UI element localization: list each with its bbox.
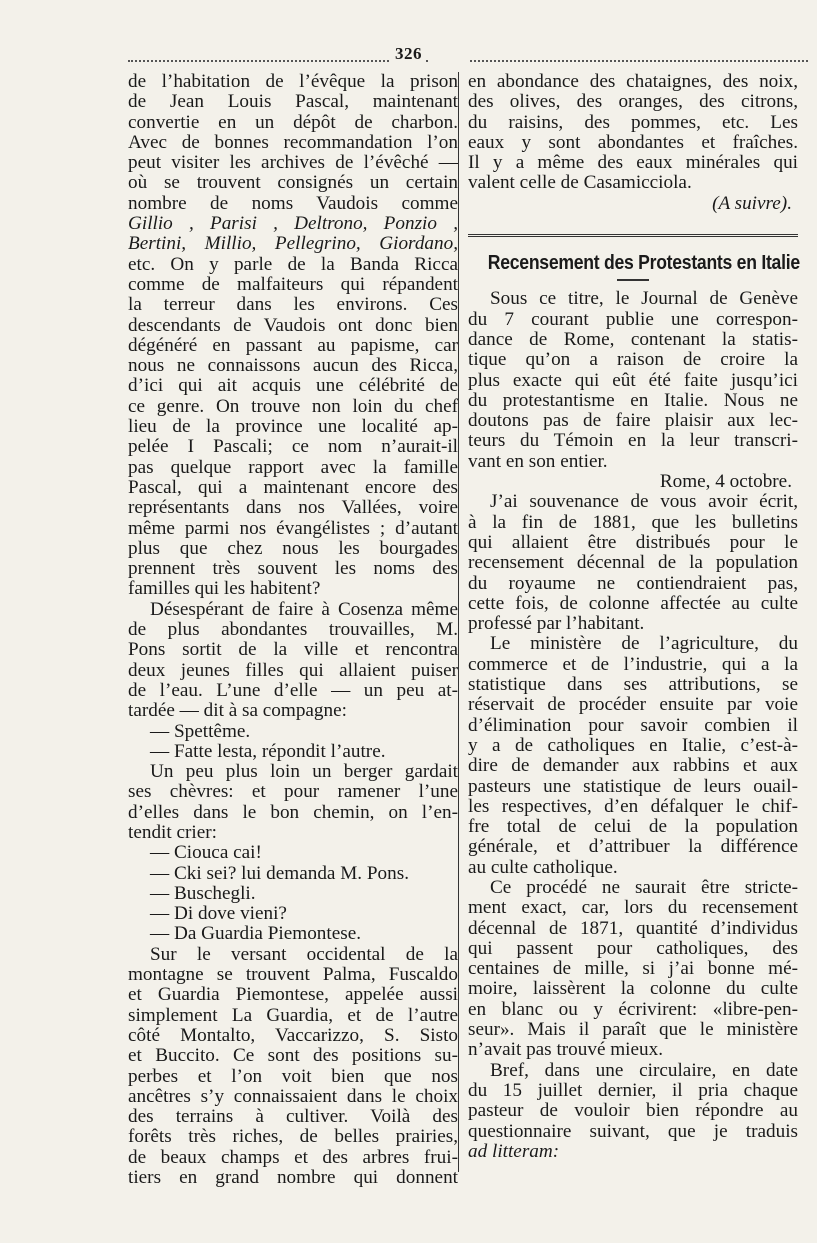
text-line: ses chèvres: et pour ramener l’une xyxy=(128,782,458,803)
text-line: nombre de noms Vaudois comme xyxy=(128,193,458,214)
text-line: de l’eau. L’une d’elle — un peu at- xyxy=(128,680,458,701)
text-line: d’ici qui ait acquis une célébrité de xyxy=(128,376,458,397)
text-line: Pons sortit de la ville et rencontra xyxy=(128,640,458,661)
text-line: Ce procédé ne saurait être stricte- xyxy=(490,877,798,898)
text-line: statistique dans ses attributions, se xyxy=(468,675,798,696)
text-line: vant en son entier. xyxy=(468,451,608,472)
text-line: et Buccito. Ce sont des positions su- xyxy=(128,1046,458,1067)
text-line: deux jeunes filles qui allaient puiser xyxy=(128,660,458,681)
text-line: même parmi nos évangélistes ; d’autant xyxy=(128,518,458,539)
text-line: dégénéré en passant au papisme, car xyxy=(128,335,458,356)
text-line: Bertini, Millio, Pellegrino, Giordano, xyxy=(128,234,458,255)
text-line: centaines de mille, si j’ai bonne mé- xyxy=(468,959,798,980)
text-line: du 15 juillet dernier, il pria chaque xyxy=(468,1080,798,1101)
text-line: tique qu’on a raison de croire la xyxy=(468,350,798,371)
text-line: recensement décennal de la population xyxy=(468,553,798,574)
text-line: tardée — dit à sa compagne: xyxy=(128,701,347,722)
text-line: dire de demander aux rabbins et aux xyxy=(468,756,798,777)
text-line: décennal de 1871, quantité d’individus xyxy=(468,918,798,939)
text-line: fre total de celui de la population xyxy=(468,817,798,838)
text-line: Gillio , Parisi , Deltrono, Ponzio , xyxy=(128,214,458,235)
article-title: Recensement des Protestants en Italie xyxy=(487,252,800,275)
page-number: 326 xyxy=(0,44,817,64)
left-column xyxy=(128,72,458,1188)
text-line: du royaume ne contiendraient pas, xyxy=(468,573,798,594)
text-line: — Di dove vieni? xyxy=(150,904,287,925)
right-column xyxy=(468,72,798,1162)
text-line: à la fin de 1881, que les bulletins xyxy=(468,512,798,533)
text-line: familles qui les habitent? xyxy=(128,579,321,600)
text-line: professé par l’habitant. xyxy=(468,614,645,635)
text-line: côté Montalto, Vaccarizzo, S. Sisto xyxy=(128,1025,458,1046)
text-line: les respectives, d’en défalquer le chif- xyxy=(468,796,798,817)
text-line: Il y a même des eaux minérales qui xyxy=(468,153,798,174)
text-line: d’elles dans le bon chemin, on l’en- xyxy=(128,802,458,823)
text-line: y a de catholiques en Italie, c’est-à- xyxy=(468,735,798,756)
text-line: réservait de procéder ensuite par voie xyxy=(468,695,798,716)
text-line: générale, et d’attribuer la différence xyxy=(468,837,798,858)
text-line: pas quelque rapport avec la famille xyxy=(128,457,458,478)
text-line: moire, laissèrent la colonne du culte xyxy=(468,979,798,1000)
text-line: seur». Mais il paraît que le ministère xyxy=(468,1020,798,1041)
text-line: — Cki sei? lui demanda M. Pons. xyxy=(150,863,410,884)
text-line: comme de malfaiteurs qui répandent xyxy=(128,274,458,295)
article-continuation xyxy=(468,72,798,214)
text-line: convertie en un dépôt de charbon. xyxy=(128,112,458,133)
text-line: eaux y sont abondantes et fraîches. xyxy=(468,132,798,153)
article-separator xyxy=(468,220,798,237)
text-line: — Buschegli. xyxy=(150,883,256,904)
text-line: en abondance des chataignes, des noix, xyxy=(468,72,798,92)
text-line: ancêtres s’y connaissaient dans le choix xyxy=(128,1086,458,1107)
text-line: prennent très souvent les noms des xyxy=(128,559,458,580)
text-line: descendants de Vaudois ont donc bien xyxy=(128,315,458,336)
text-line: pasteur de vouloir bien répondre au xyxy=(468,1101,798,1122)
text-line: Désespérant de faire à Cosenza même xyxy=(150,599,458,620)
article-body xyxy=(468,289,798,1162)
text-line: et Guardia Piemontese, appelée aussi xyxy=(128,985,458,1006)
text-line: lieu de la province une localité ap- xyxy=(128,417,458,438)
text-line: — Da Guardia Piemontese. xyxy=(150,924,362,945)
text-line: dance de Rome, contenant la statis- xyxy=(468,329,798,350)
text-line: perbes et l’on voit bien que nos xyxy=(128,1066,458,1087)
text-line: ad litteram: xyxy=(468,1141,560,1162)
text-line: ment exact, car, lors du recensement xyxy=(468,898,798,919)
text-line: de l’habitation de l’évêque la prison xyxy=(128,72,458,92)
text-line: qui passent pour catholiques, des xyxy=(468,938,798,959)
text-line: la terreur dans les environs. Ces xyxy=(128,295,458,316)
text-line: Sur le versant occidental de la xyxy=(150,944,458,965)
text-line: en blanc ou y écrivirent: «libre-pen- xyxy=(468,999,798,1020)
text-line: Le ministère de l’agriculture, du xyxy=(490,634,798,655)
text-line: d’élimination pour savoir combien il xyxy=(468,715,798,736)
text-line: — Ciouca cai! xyxy=(150,843,262,864)
text-line: qui allaient être distribués pour le xyxy=(468,532,798,553)
text-line: de plus abondantes trouvailles, M. xyxy=(128,620,458,641)
text-line: représentants dans nos Vallées, voire xyxy=(128,498,458,519)
text-line: pasteurs une statistique de leurs ouail- xyxy=(468,776,798,797)
text-line: plus que chez nous les bourgades xyxy=(128,538,458,559)
text-line: cette fois, de colonne affectée au culte xyxy=(468,593,798,614)
text-line: J’ai souvenance de vous avoir écrit, xyxy=(490,492,798,513)
text-line: Pascal, qui a maintenant encore des xyxy=(128,477,458,498)
text-line: du protestantisme en Italie. Nous ne xyxy=(468,390,798,411)
text-line: tendit crier: xyxy=(128,822,217,843)
text-line: du 7 courant publie une correspon- xyxy=(468,309,798,330)
text-line: ce genre. On trouve non loin du chef xyxy=(128,396,458,417)
text-line: — Fatte lesta, répondit l’autre. xyxy=(150,741,386,762)
text-line: teurs du Témoin en la leur transcri- xyxy=(468,431,798,452)
text-line: — Spettême. xyxy=(150,721,251,742)
text-line: Avec de bonnes recommandation l’on xyxy=(128,132,458,153)
text-line: du raisins, des pommes, etc. Les xyxy=(468,112,798,133)
text-line: Rome, 4 octobre. xyxy=(659,472,792,493)
text-line: des olives, des oranges, des citrons, xyxy=(468,92,798,113)
text-line: où se trouvent consignés un certain xyxy=(128,173,458,194)
text-line: questionnaire suivant, que je traduis xyxy=(468,1121,798,1142)
text-line: des terrains à cultiver. Voilà des xyxy=(128,1107,458,1128)
text-line: commerce et de l’industrie, qui a la xyxy=(468,654,798,675)
text-line: simplement La Guardia, et de l’autre xyxy=(128,1005,458,1026)
text-line: de beaux champs et des arbres frui- xyxy=(128,1147,458,1168)
text-line: nous ne connaissons aucun des Ricca, xyxy=(128,356,458,377)
text-line: peut visiter les archives de l’évêché — xyxy=(128,153,458,174)
text-line: Sous ce titre, le Journal de Genève xyxy=(490,289,798,310)
text-line: plus exacte qui eût été faite jusqu’ici xyxy=(468,370,798,391)
text-line: (A suivre). xyxy=(712,193,792,214)
column-divider xyxy=(458,72,459,1172)
text-line: forêts très riches, de belles prairies, xyxy=(128,1127,458,1148)
text-line: tiers en grand nombre qui donnent xyxy=(128,1168,458,1189)
text-line: doutons pas de faire plaisir aux lec- xyxy=(468,411,798,432)
text-line: n’avait pas trouvé mieux. xyxy=(468,1040,664,1061)
text-line: pelée I Pascali; ce nom n’aurait-il xyxy=(128,437,458,458)
text-line: valent celle de Casamicciola. xyxy=(468,173,692,194)
text-line: au culte catholique. xyxy=(468,857,618,878)
text-line: etc. On y parle de la Banda Ricca xyxy=(128,254,458,275)
text-line: Bref, dans une circulaire, en date xyxy=(490,1060,798,1081)
text-line: de Jean Louis Pascal, maintenant xyxy=(128,92,458,113)
title-dash xyxy=(617,279,649,281)
text-line: montagne se trouvent Palma, Fuscaldo xyxy=(128,965,458,986)
text-line: Un peu plus loin un berger gardait xyxy=(150,762,458,783)
